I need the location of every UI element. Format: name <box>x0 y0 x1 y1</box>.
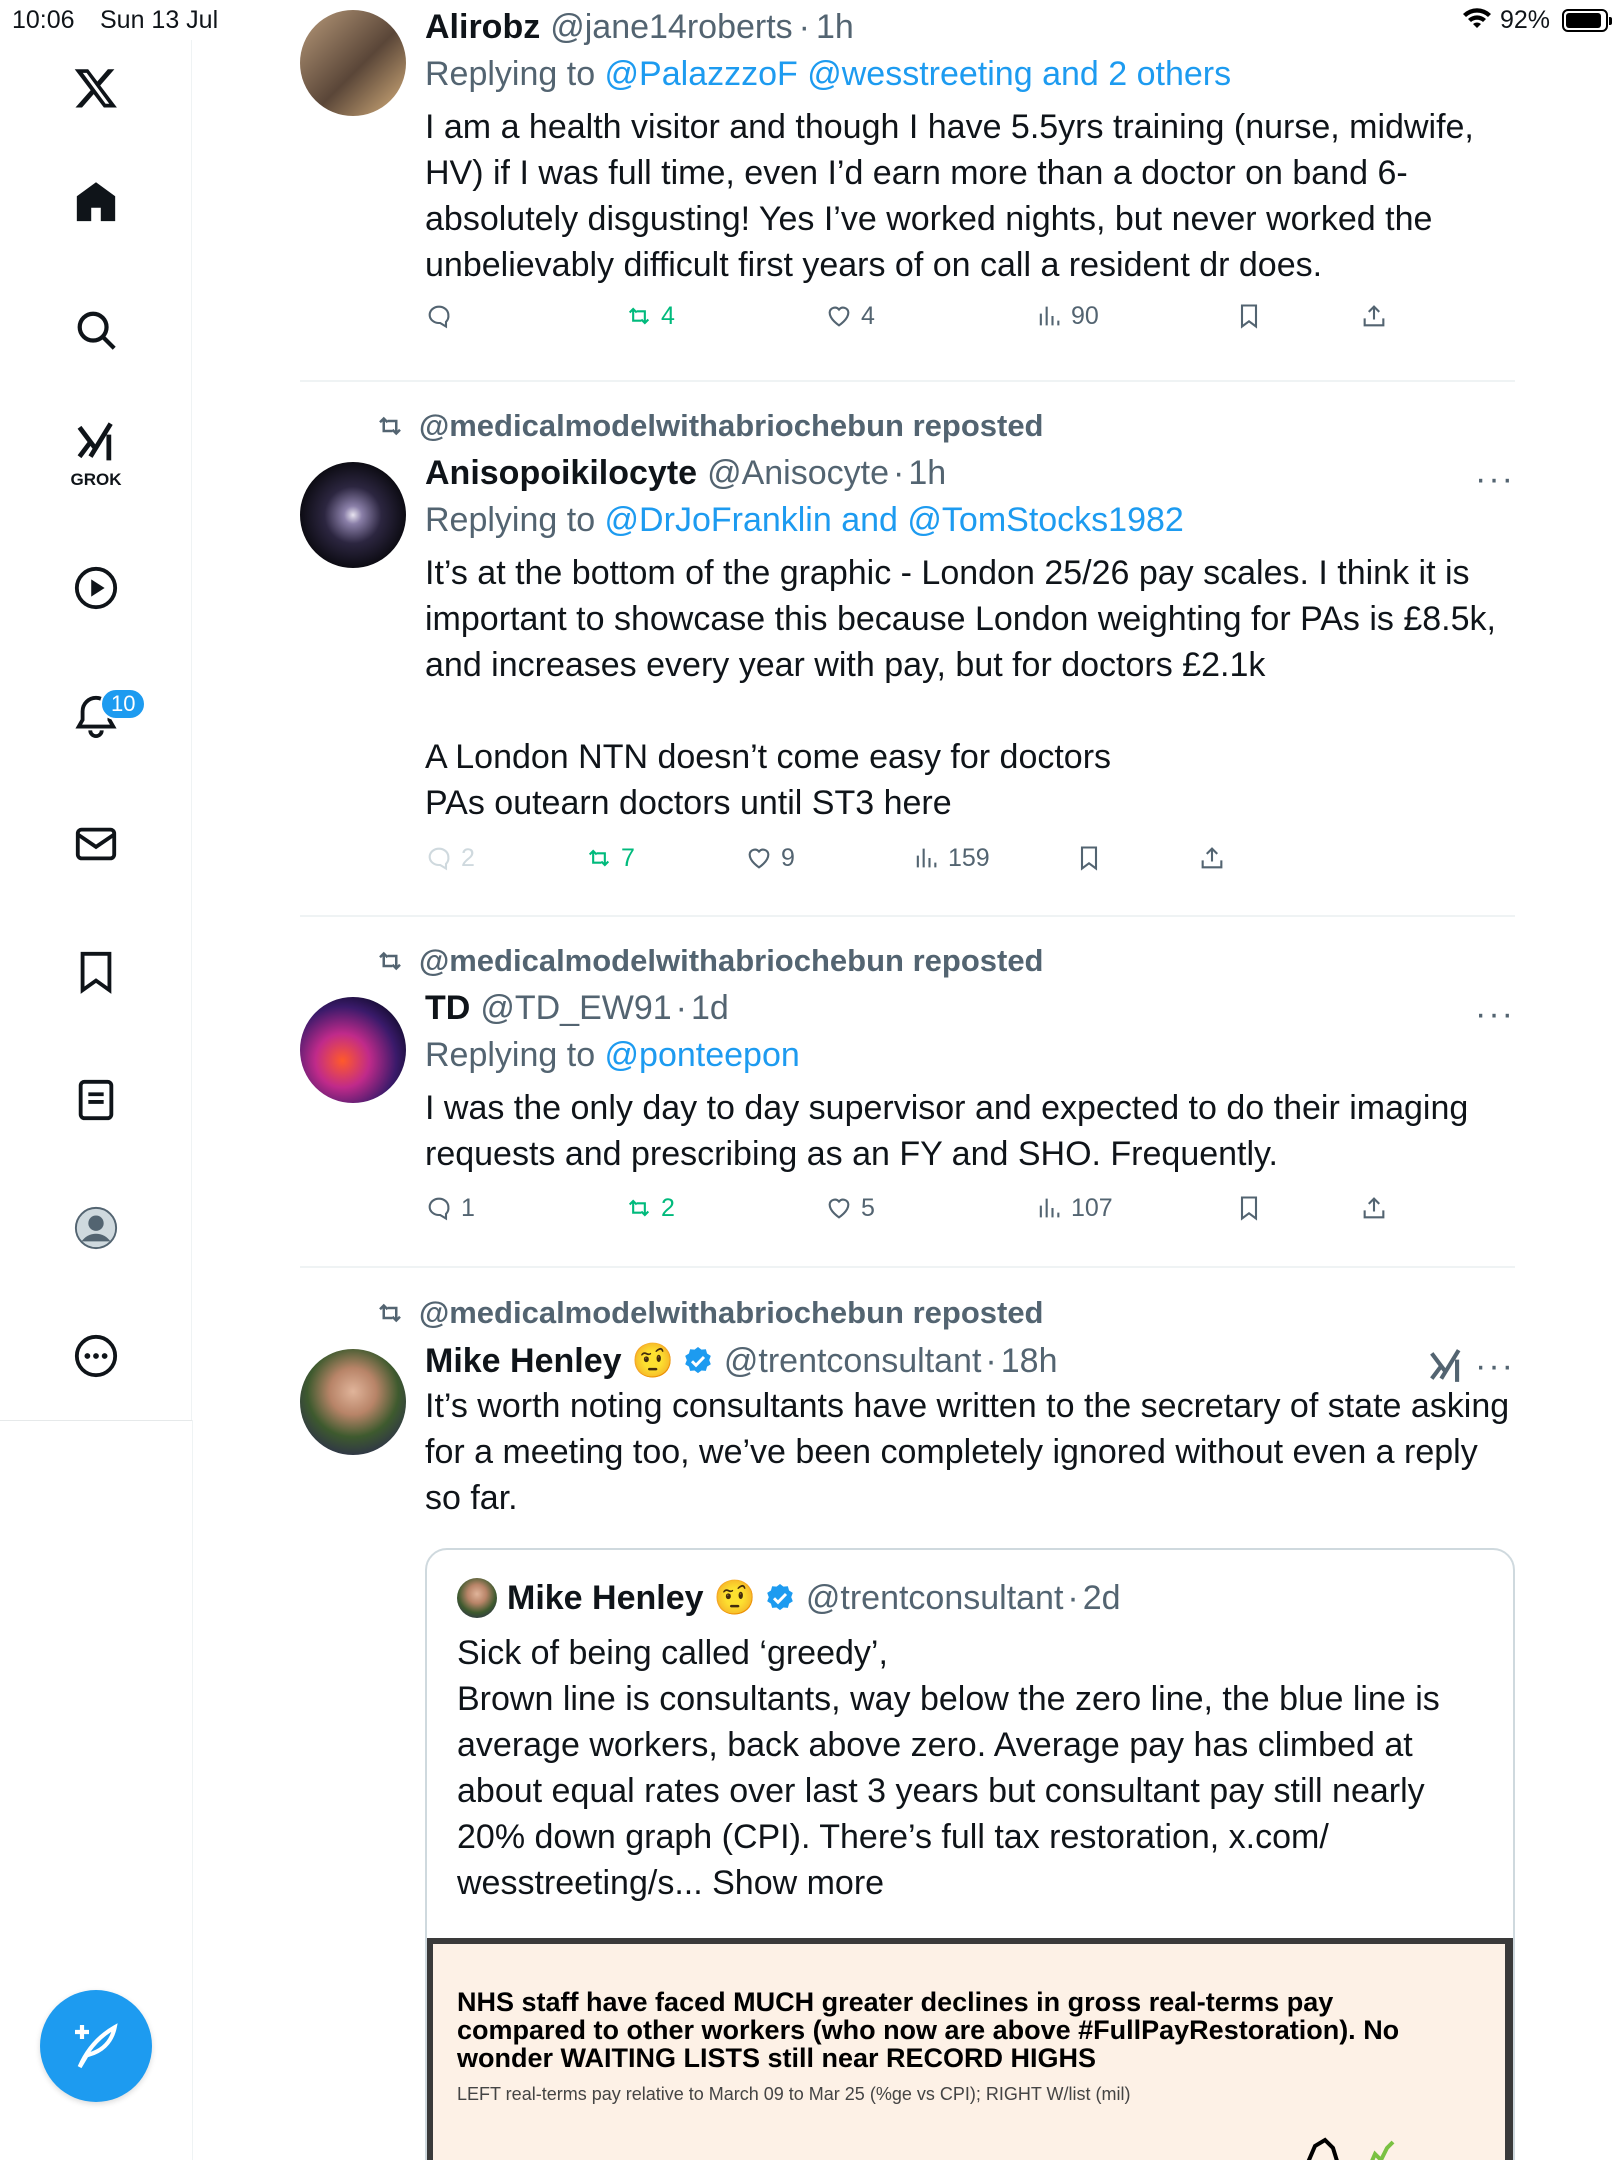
repost-icon <box>625 302 653 330</box>
sidebar <box>0 40 192 1420</box>
reply-icon <box>425 844 453 872</box>
replying-to-link[interactable]: @DrJoFranklin and @TomStocks1982 <box>604 501 1184 539</box>
views-count: 90 <box>1071 301 1099 330</box>
heart-icon <box>825 302 853 330</box>
repost-button[interactable] <box>585 844 635 873</box>
chart-title: NHS staff have faced MUCH greater declines in gross real-terms pay compared to other workers (who now are above #FullPayRestoration). No wonder WAITING LISTS still near RECORD HIGHS <box>457 1987 1400 2073</box>
separator: · <box>798 8 810 46</box>
compose-button[interactable] <box>40 1990 152 2102</box>
tweet-divider <box>300 380 1515 382</box>
quoted-text: Sick of being called ‘greedy’, Brown line is consultants, way below the zero line, the blue line is average workers, back above zero. Average pay has climbed at about equal rates over last 3 years but consultant pay still nearly 20% down graph (CPI). There’s full tax restoration, x.com/ wesstreeting/s... <box>457 1634 1440 1902</box>
tweet[interactable] <box>300 943 1515 1253</box>
more-icon[interactable] <box>50 1316 142 1396</box>
tweet-text: I am a health visitor and though I have 5.5yrs training (nurse, midwife, HV) if I was full time, even I’d earn more than a doctor on band 6- absolutely disgusting! Yes I’ve worked nights, but never worked the unbelievably difficult first years of on call a resident dr does. <box>425 108 1474 284</box>
sidebar-divider <box>0 1420 192 1421</box>
heart-icon <box>825 1194 853 1222</box>
profile-icon[interactable] <box>50 1188 142 1268</box>
like-button[interactable] <box>825 302 875 331</box>
bookmark-icon <box>1235 302 1263 330</box>
quoted-timestamp[interactable]: 2d <box>1082 1578 1121 1617</box>
repost-icon <box>625 1194 653 1222</box>
column-divider <box>192 1420 193 2160</box>
chart-subtitle: LEFT real-terms pay relative to March 09 to Mar 25 (%ge vs CPI); RIGHT W/list (mil) <box>457 2084 1131 2104</box>
author-name[interactable]: TD <box>425 989 471 1027</box>
share-button[interactable] <box>1198 844 1226 872</box>
separator: · <box>1067 1578 1079 1617</box>
bookmark-button[interactable] <box>1235 1194 1263 1222</box>
face-emoji: 🤨 <box>713 1579 756 1617</box>
tweet-text: I was the only day to day supervisor and expected to do their imaging requests and prescribing as an FY and SHO. Frequently. <box>425 1089 1469 1173</box>
lists-icon[interactable] <box>50 1060 142 1140</box>
author-handle[interactable]: @TD_EW91 <box>480 989 672 1027</box>
views-button[interactable] <box>1035 1194 1113 1223</box>
x-logo-icon[interactable] <box>50 48 142 128</box>
avatar[interactable] <box>300 10 406 116</box>
reply-count: 2 <box>461 843 475 872</box>
repost-button[interactable] <box>625 1194 675 1223</box>
grok-icon[interactable] <box>1427 1347 1465 1385</box>
reply-icon <box>425 302 453 330</box>
views-button[interactable] <box>1035 302 1099 331</box>
timestamp[interactable]: 1d <box>691 989 729 1027</box>
quoted-tweet[interactable] <box>425 1548 1515 2160</box>
quoted-image[interactable] <box>427 1938 1515 2160</box>
battery-icon <box>1562 9 1608 32</box>
home-icon[interactable] <box>50 162 142 242</box>
chart-graphic <box>433 1944 1505 2160</box>
timestamp[interactable]: 1h <box>815 8 854 46</box>
author-name[interactable]: Mike Henley <box>425 1341 622 1380</box>
author-name[interactable]: Alirobz <box>425 8 541 46</box>
avatar[interactable] <box>300 1349 406 1455</box>
video-icon[interactable] <box>50 548 142 628</box>
avatar[interactable] <box>300 462 406 568</box>
quoted-author-name[interactable]: Mike Henley <box>507 1578 704 1617</box>
share-button[interactable] <box>1360 1194 1388 1222</box>
repost-icon <box>585 844 613 872</box>
author-name[interactable]: Anisopoikilocyte <box>425 454 698 492</box>
grok-icon[interactable] <box>50 412 142 492</box>
replying-to-link[interactable]: @ponteepon <box>604 1036 800 1074</box>
tweet[interactable] <box>300 408 1515 908</box>
battery-percent: 92% <box>1500 6 1551 34</box>
replying-to <box>425 55 1515 94</box>
show-more-link[interactable]: Show more <box>712 1864 885 1902</box>
messages-icon[interactable] <box>50 804 142 884</box>
views-button[interactable] <box>912 844 990 873</box>
repost-button[interactable] <box>625 302 675 331</box>
tweet-text: It’s worth noting consultants have written to the secretary of state asking for a meeting too, we’ve been completely ignored without even a reply so far. <box>425 1387 1510 1517</box>
reposted-by-label: @medicalmodelwithabriochebun reposted <box>419 1295 1044 1330</box>
replying-to-prefix: Replying to <box>425 501 605 539</box>
like-count: 4 <box>861 301 875 330</box>
separator: · <box>675 989 687 1027</box>
bookmark-button[interactable] <box>1075 844 1103 872</box>
status-time: 10:06 <box>12 6 75 34</box>
reply-icon <box>425 1194 453 1222</box>
reposted-by[interactable] <box>375 943 1044 979</box>
like-count: 9 <box>781 843 795 872</box>
quoted-author-handle[interactable]: @trentconsultant <box>805 1578 1064 1617</box>
timestamp[interactable]: 1h <box>908 454 947 492</box>
tweet-divider <box>300 915 1515 917</box>
heart-icon <box>745 844 773 872</box>
timestamp[interactable]: 18h <box>1000 1341 1058 1380</box>
grok-label: GROK <box>70 470 122 489</box>
views-count: 159 <box>948 843 990 872</box>
tweet[interactable] <box>300 8 1515 378</box>
tweet-text: It’s at the bottom of the graphic - London 25/26 pay scales. I think it is important to showcase this because London weighting for PAs is £8.5k, and increases every year with pay, but for doctors £2.1k A London NTN doesn’t come easy for doctors PAs outearn doctors until ST3 here <box>425 554 1496 822</box>
separator: · <box>892 454 905 492</box>
views-icon <box>1035 1194 1063 1222</box>
avatar[interactable] <box>300 997 406 1103</box>
author-handle[interactable]: @Anisocyte <box>707 454 889 492</box>
share-icon <box>1360 302 1388 330</box>
notifications-badge: 10 <box>100 688 146 720</box>
views-icon <box>912 844 940 872</box>
bookmark-button[interactable] <box>1235 302 1263 330</box>
author-handle[interactable]: @jane14roberts <box>550 8 793 46</box>
quoted-text-container <box>457 1630 1483 1906</box>
like-button[interactable] <box>745 844 795 873</box>
bookmarks-icon[interactable] <box>50 932 142 1012</box>
verified-badge-icon <box>682 1345 714 1377</box>
repost-count: 7 <box>621 843 635 872</box>
repost-count: 4 <box>661 301 675 330</box>
more-options-icon[interactable]: ··· <box>1475 995 1515 1033</box>
status-date: Sun 13 Jul <box>100 6 219 34</box>
tweet-divider <box>300 1266 1515 1268</box>
repost-icon <box>375 1298 405 1328</box>
share-button[interactable] <box>1360 302 1388 330</box>
like-button[interactable] <box>825 1194 875 1223</box>
notifications-icon[interactable] <box>50 676 142 756</box>
bookmark-icon <box>1075 844 1103 872</box>
views-count: 107 <box>1071 1193 1113 1222</box>
face-emoji: 🤨 <box>631 1342 674 1380</box>
quoted-avatar[interactable] <box>457 1578 497 1618</box>
repost-count: 2 <box>661 1193 675 1222</box>
bookmark-icon <box>1235 1194 1263 1222</box>
reply-button[interactable] <box>425 844 475 873</box>
search-icon[interactable] <box>50 290 142 370</box>
replying-to <box>425 501 1515 540</box>
reply-count: 1 <box>461 1193 475 1222</box>
more-options-icon[interactable]: ··· <box>1475 1347 1515 1385</box>
reposted-by-label: @medicalmodelwithabriochebun reposted <box>419 408 1044 443</box>
author-handle[interactable]: @trentconsultant <box>723 1341 982 1380</box>
reply-button[interactable] <box>425 302 453 330</box>
more-options-icon[interactable]: ··· <box>1475 460 1515 498</box>
repost-icon <box>375 411 405 441</box>
compose-icon <box>68 2018 124 2074</box>
chart-line-fragment <box>1303 2134 1413 2160</box>
like-count: 5 <box>861 1193 875 1222</box>
share-icon <box>1360 1194 1388 1222</box>
verified-badge-icon <box>764 1582 796 1614</box>
reply-button[interactable] <box>425 1194 475 1223</box>
separator: · <box>985 1341 997 1380</box>
share-icon <box>1198 844 1226 872</box>
reposted-by[interactable] <box>375 408 1044 444</box>
reposted-by-label: @medicalmodelwithabriochebun reposted <box>419 943 1044 978</box>
repost-icon <box>375 946 405 976</box>
reposted-by[interactable] <box>375 1295 1044 1331</box>
replying-to-prefix: Replying to <box>425 55 605 93</box>
replying-to <box>425 1036 1515 1075</box>
replying-to-link[interactable]: @PalazzzoF @wesstreeting and 2 others <box>604 55 1232 93</box>
views-icon <box>1035 302 1063 330</box>
replying-to-prefix: Replying to <box>425 1036 605 1074</box>
